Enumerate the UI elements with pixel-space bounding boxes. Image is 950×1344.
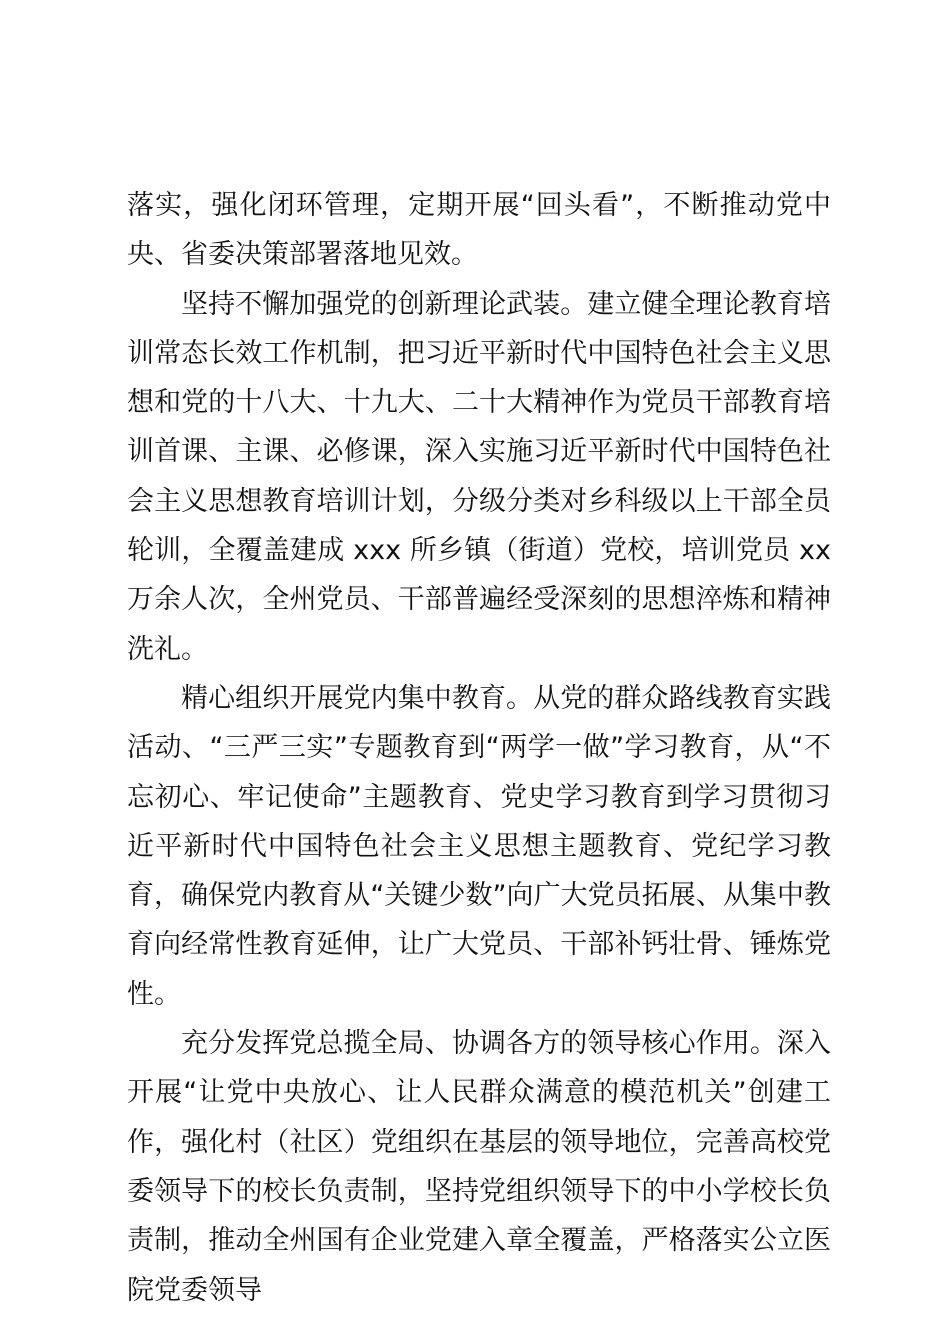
- paragraph-theory-education: 坚持不懈加强党的创新理论武装。建立健全理论教育培训常态长效工作机制，把习近平新时代中国特色社会主义思想和党的十八大、十九大、二十大精神作为党员干部教育培训首课、主课、必修课，深入实施习近平新时代中国特色社会主义思想教育培训计划，分级分类对乡科级以上干部全员轮训，全覆盖建成 xxx 所乡镇（街道）党校，培训党员 xx 万余人次，全州党员、干部普遍经受深刻的思想淬炼和精神洗礼。: [127, 288, 831, 665]
- paragraph-leadership-core: 充分发挥党总揽全局、协调各方的领导核心作用。深入开展“让党中央放心、让人民群众满意的模范机关”创建工作，强化村（社区）党组织在基层的领导地位，完善高校党委领导下的校长负责制，坚持党组织领导下的中小学校长负责制，推动全州国有企业党建入章全覆盖，严格落实公立医院党委领导: [127, 1028, 831, 1306]
- paragraph-continuation: 落实，强化闭环管理，定期开展“回头看”，不断推动党中央、省委决策部署落地见效。: [127, 190, 831, 271]
- paragraph-centralized-education: 精心组织开展党内集中教育。从党的群众路线教育实践活动、“三严三实”专题教育到“两学一做”学习教育，从“不忘初心、牢记使命”主题教育、党史学习教育到学习贯彻习近平新时代中国特色社会主义思想主题教育、党纪学习教育，确保党内教育从“关键少数”向广大党员拓展、从集中教育向经常性教育延伸，让广大党员、干部补钙壮骨、锤炼党性。: [127, 682, 831, 1010]
- document-body: [127, 181, 831, 1315]
